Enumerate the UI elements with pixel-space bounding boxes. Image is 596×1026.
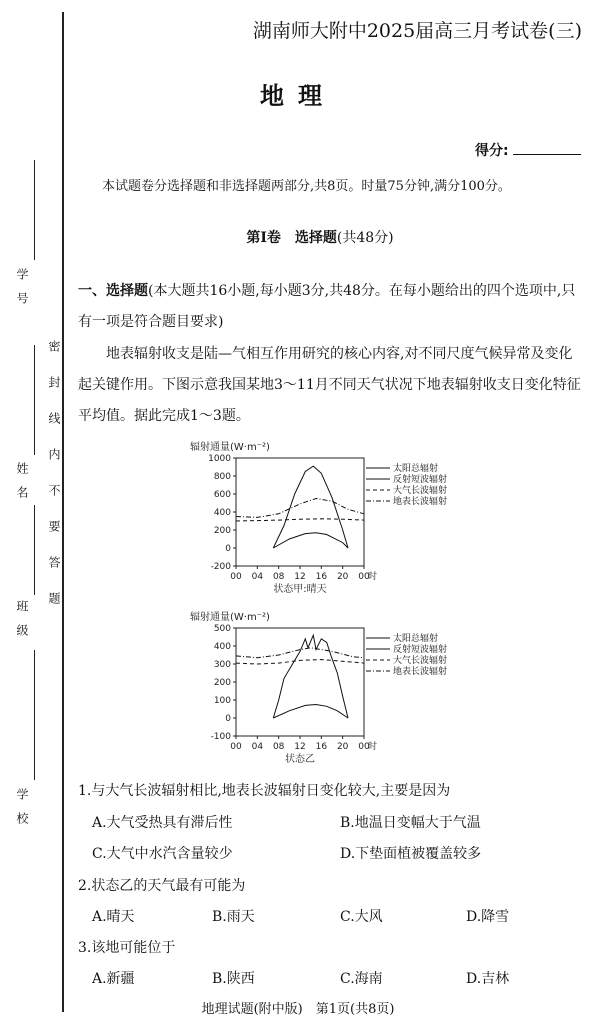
y-tick-label: 500 [213, 624, 231, 634]
question-stem-intro: 地表辐射收支是陆—气相互作用研究的核心内容,对不同尺度气候异常及变化起关键作用。下图示意我国某地3～11月不同天气状况下地表辐射收支日变化特征平均值。据此完成1～3题。 [78, 346, 581, 424]
x-tick-label: 00 [358, 572, 370, 582]
class-blank [34, 505, 35, 595]
q3-option-c[interactable]: C.海南 [340, 971, 383, 987]
x-tick-label: 08 [272, 572, 285, 582]
y-tick-label: 1000 [208, 454, 231, 464]
y-axis-label: 辐射通量(W·m⁻²) [190, 442, 270, 453]
q3-option-a[interactable]: A.新疆 [92, 971, 135, 987]
school-label: 学 校 [15, 788, 29, 824]
q3-option-d[interactable]: D.吉林 [466, 971, 510, 987]
question-3-stem: 3.该地可能位于 [78, 940, 176, 956]
y-tick-label: 0 [225, 544, 231, 554]
series-line-0 [273, 635, 348, 718]
seal-line-note: 密 封 线 内 不 要 答 题 [47, 340, 61, 610]
legend-label: 大气长波辐射 [393, 486, 448, 496]
legend-label: 太阳总辐射 [393, 634, 439, 644]
legend-label: 反射短波辐射 [393, 645, 448, 655]
series-line-3 [236, 648, 364, 658]
x-tick-label: 20 [336, 572, 349, 582]
x-tick-label: 20 [336, 742, 349, 752]
name-label: 姓 名 [15, 462, 29, 498]
x-tick-label: 12 [294, 572, 306, 582]
school-blank [34, 650, 35, 780]
x-tick-label: 00 [358, 742, 370, 752]
series-line-2 [236, 519, 364, 521]
name-blank [34, 345, 35, 455]
x-tick-label: 04 [251, 742, 264, 752]
x-tick-label: 08 [272, 742, 285, 752]
exam-intro: 本试题卷分选择题和非选择题两部分,共8页。时量75分钟,满分100分。 [102, 179, 511, 194]
section-heading [78, 276, 584, 338]
score-label: 得分: [475, 143, 509, 159]
y-tick-label: -200 [210, 562, 231, 572]
y-axis-label: 辐射通量(W·m⁻²) [190, 612, 270, 623]
x-tick-label: 16 [315, 742, 328, 752]
y-tick-label: 600 [213, 490, 231, 500]
series-line-0 [273, 466, 348, 548]
y-tick-label: 800 [213, 472, 231, 482]
student-id-label: 学 号 [15, 268, 29, 304]
section-heading-rest: (本大题共16小题,每小题3分,共48分。在每小题给出的四个选项中,只有一项是符合题目要求) [78, 283, 576, 330]
x-tick-label: 12 [294, 742, 306, 752]
x-tick-label: 04 [251, 572, 264, 582]
x-axis-unit: 时 [368, 742, 378, 752]
q3-option-b[interactable]: B.陕西 [212, 971, 255, 987]
x-axis-unit: 时 [368, 572, 378, 582]
x-tick-label: 00 [230, 742, 242, 752]
class-label: 班 级 [15, 600, 29, 636]
legend-label: 大气长波辐射 [393, 656, 448, 666]
q1-option-d[interactable]: D.下垫面植被覆盖较多 [340, 846, 482, 862]
legend-label: 地表长波辐射 [393, 667, 448, 677]
series-line-1 [273, 533, 348, 548]
section-heading-bold: 一、选择题 [78, 283, 148, 299]
y-tick-label: 400 [213, 642, 231, 652]
x-tick-label: 16 [315, 572, 328, 582]
chart-state-b [186, 610, 478, 770]
plot-frame [236, 628, 364, 736]
q2-option-d[interactable]: D.降雪 [466, 909, 510, 925]
exam-title: 湖南师大附中2025届高三月考试卷(三) [252, 20, 582, 42]
part-heading-rest: (共48分) [336, 230, 394, 246]
y-tick-label: -100 [210, 732, 231, 742]
series-line-1 [273, 705, 348, 719]
legend-label: 太阳总辐射 [393, 464, 439, 474]
y-tick-label: 100 [213, 696, 231, 706]
legend-label: 地表长波辐射 [393, 497, 448, 507]
chart-clear-day [186, 440, 478, 600]
y-tick-label: 300 [213, 660, 231, 670]
series-line-3 [236, 499, 364, 518]
y-tick-label: 200 [213, 678, 231, 688]
plot-frame [236, 458, 364, 566]
q2-option-b[interactable]: B.雨天 [212, 909, 255, 925]
y-tick-label: 400 [213, 508, 231, 518]
q1-option-c[interactable]: C.大气中水汽含量较少 [92, 846, 233, 862]
question-2-stem: 2.状态乙的天气最有可能为 [78, 878, 246, 894]
y-tick-label: 0 [225, 714, 231, 724]
q1-option-b[interactable]: B.地温日变幅大于气温 [340, 815, 481, 831]
page-footer: 地理试题(附中版) 第1页(共8页) [201, 1002, 395, 1017]
q1-option-a[interactable]: A.大气受热具有滞后性 [92, 815, 233, 831]
chart-title: 状态乙 [285, 754, 315, 765]
x-tick-label: 00 [230, 572, 242, 582]
q2-option-c[interactable]: C.大风 [340, 909, 383, 925]
legend-label: 反射短波辐射 [393, 475, 448, 485]
part-heading-bold: 第Ⅰ卷 选择题 [246, 230, 337, 246]
subject-title: 地理 [260, 81, 336, 110]
question-1-stem: 1.与大气长波辐射相比,地表长波辐射日变化较大,主要是因为 [78, 783, 451, 799]
chart-title: 状态甲:晴天 [273, 584, 327, 595]
y-tick-label: 200 [213, 526, 231, 536]
part-heading [0, 227, 596, 247]
score-blank[interactable] [513, 154, 581, 155]
q2-option-a[interactable]: A.晴天 [92, 909, 135, 925]
series-line-2 [236, 660, 364, 665]
